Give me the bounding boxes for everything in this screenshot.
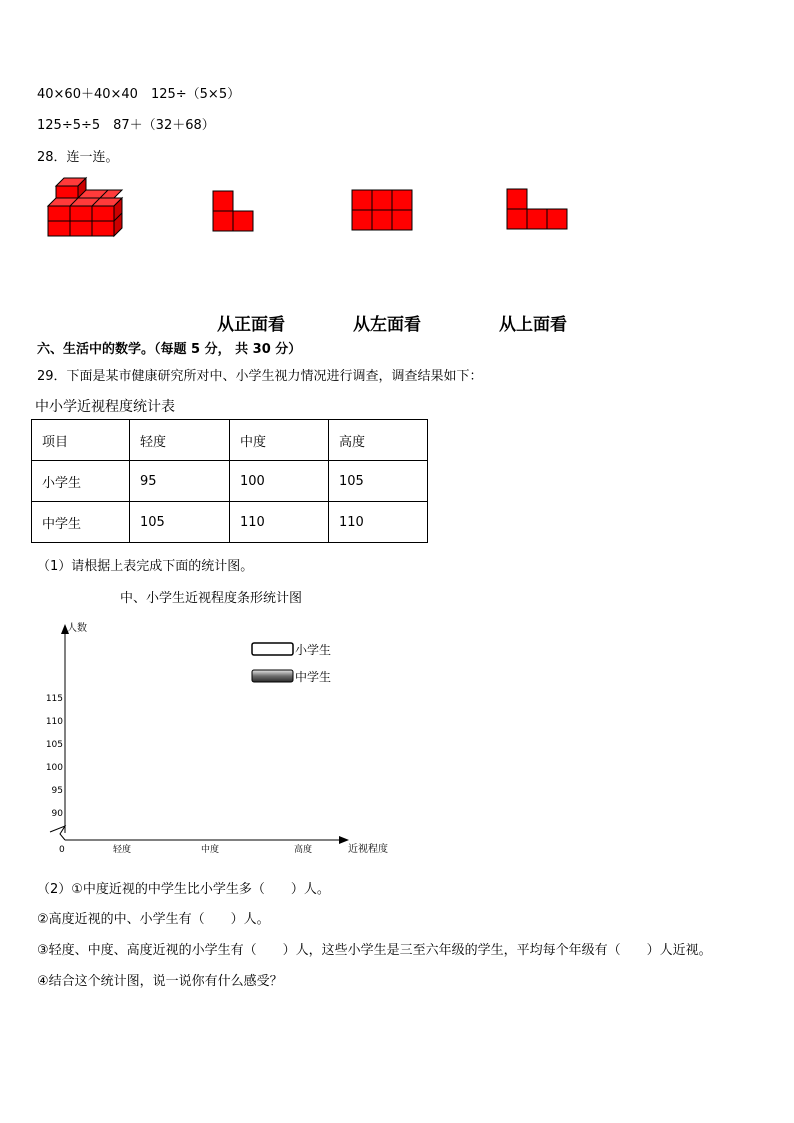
x-category-label: 轻度 bbox=[112, 845, 132, 855]
view-shape-l-long bbox=[507, 189, 567, 229]
legend-swatch bbox=[252, 643, 293, 655]
x-categories bbox=[113, 843, 312, 855]
calc-line-1: 40×60＋40×40 125÷（5×5） bbox=[37, 87, 241, 102]
table-cell: 100 bbox=[230, 461, 329, 502]
chart-legend bbox=[252, 642, 331, 684]
question-29: 29．下面是某市健康研究所对中、小学生视力情况进行调查，调查结果如下： bbox=[37, 369, 483, 384]
y-tick-label: 95 bbox=[51, 786, 63, 796]
sub-question-2-1: （2）①中度近视的中学生比小学生多（ ）人。 bbox=[37, 882, 330, 897]
bar-chart bbox=[0, 580, 420, 860]
y-axis-label: 人数 bbox=[67, 623, 87, 634]
y-tick-label: 110 bbox=[45, 717, 63, 727]
y-tick-label: 115 bbox=[45, 694, 63, 704]
label-left-view: 从左面看 bbox=[353, 315, 421, 335]
table-cell: 110 bbox=[329, 502, 428, 543]
myopia-table bbox=[31, 419, 428, 543]
sub-question-1: （1）请根据上表完成下面的统计图。 bbox=[37, 559, 254, 574]
view-shape-grid bbox=[352, 190, 412, 230]
sub-question-2-4: ④结合这个统计图，说一说你有什么感受？ bbox=[37, 974, 283, 989]
table-title: 中小学近视程度统计表 bbox=[35, 399, 175, 415]
table-cell: 110 bbox=[230, 502, 329, 543]
section-6-title: 六、生活中的数学。（每题 5 分， 共 30 分） bbox=[37, 342, 302, 357]
table-header-cell: 高度 bbox=[329, 420, 428, 461]
y-tick-label: 90 bbox=[51, 809, 63, 819]
sub-question-2-3: ③轻度、中度、高度近视的小学生有（ ）人，这些小学生是三至六年级的学生，平均每个年级有（ ）人近视。 bbox=[37, 943, 712, 958]
label-front-view: 从正面看 bbox=[217, 315, 285, 335]
y-tick-label: 100 bbox=[45, 763, 63, 773]
legend-label: 中学生 bbox=[295, 670, 332, 684]
x-axis-label: 近视程度 bbox=[348, 844, 388, 855]
x-category-label: 中度 bbox=[200, 845, 220, 855]
table-cell: 中学生 bbox=[32, 502, 130, 543]
table-header-row bbox=[32, 420, 428, 461]
question-28: 28．连一连。 bbox=[37, 150, 119, 165]
table-header-cell: 轻度 bbox=[130, 420, 230, 461]
table-header-cell: 中度 bbox=[230, 420, 329, 461]
legend-swatch bbox=[252, 670, 293, 682]
origin-label: 0 bbox=[59, 845, 65, 855]
chart-title: 中、小学生近视程度条形统计图 bbox=[119, 591, 303, 606]
x-category-label: 高度 bbox=[293, 845, 313, 855]
chart-axes bbox=[50, 624, 349, 844]
table-row bbox=[32, 461, 428, 502]
table-cell: 小学生 bbox=[32, 461, 130, 502]
table-cell: 105 bbox=[329, 461, 428, 502]
table-header-cell: 项目 bbox=[32, 420, 130, 461]
calc-line-2: 125÷5÷5 87＋（32＋68） bbox=[37, 118, 215, 133]
table-cell: 105 bbox=[130, 502, 230, 543]
y-tick-label: 105 bbox=[45, 740, 63, 750]
legend-label: 小学生 bbox=[295, 643, 332, 657]
y-ticks bbox=[46, 694, 63, 819]
sub-question-2-2: ②高度近视的中、小学生有（ ）人。 bbox=[37, 912, 270, 927]
table-row bbox=[32, 502, 428, 543]
cube-3d-figure bbox=[48, 178, 122, 236]
table-cell: 95 bbox=[130, 461, 230, 502]
label-top-view: 从上面看 bbox=[499, 315, 567, 335]
view-shape-l-small bbox=[213, 191, 253, 231]
cube-figures bbox=[0, 170, 620, 250]
